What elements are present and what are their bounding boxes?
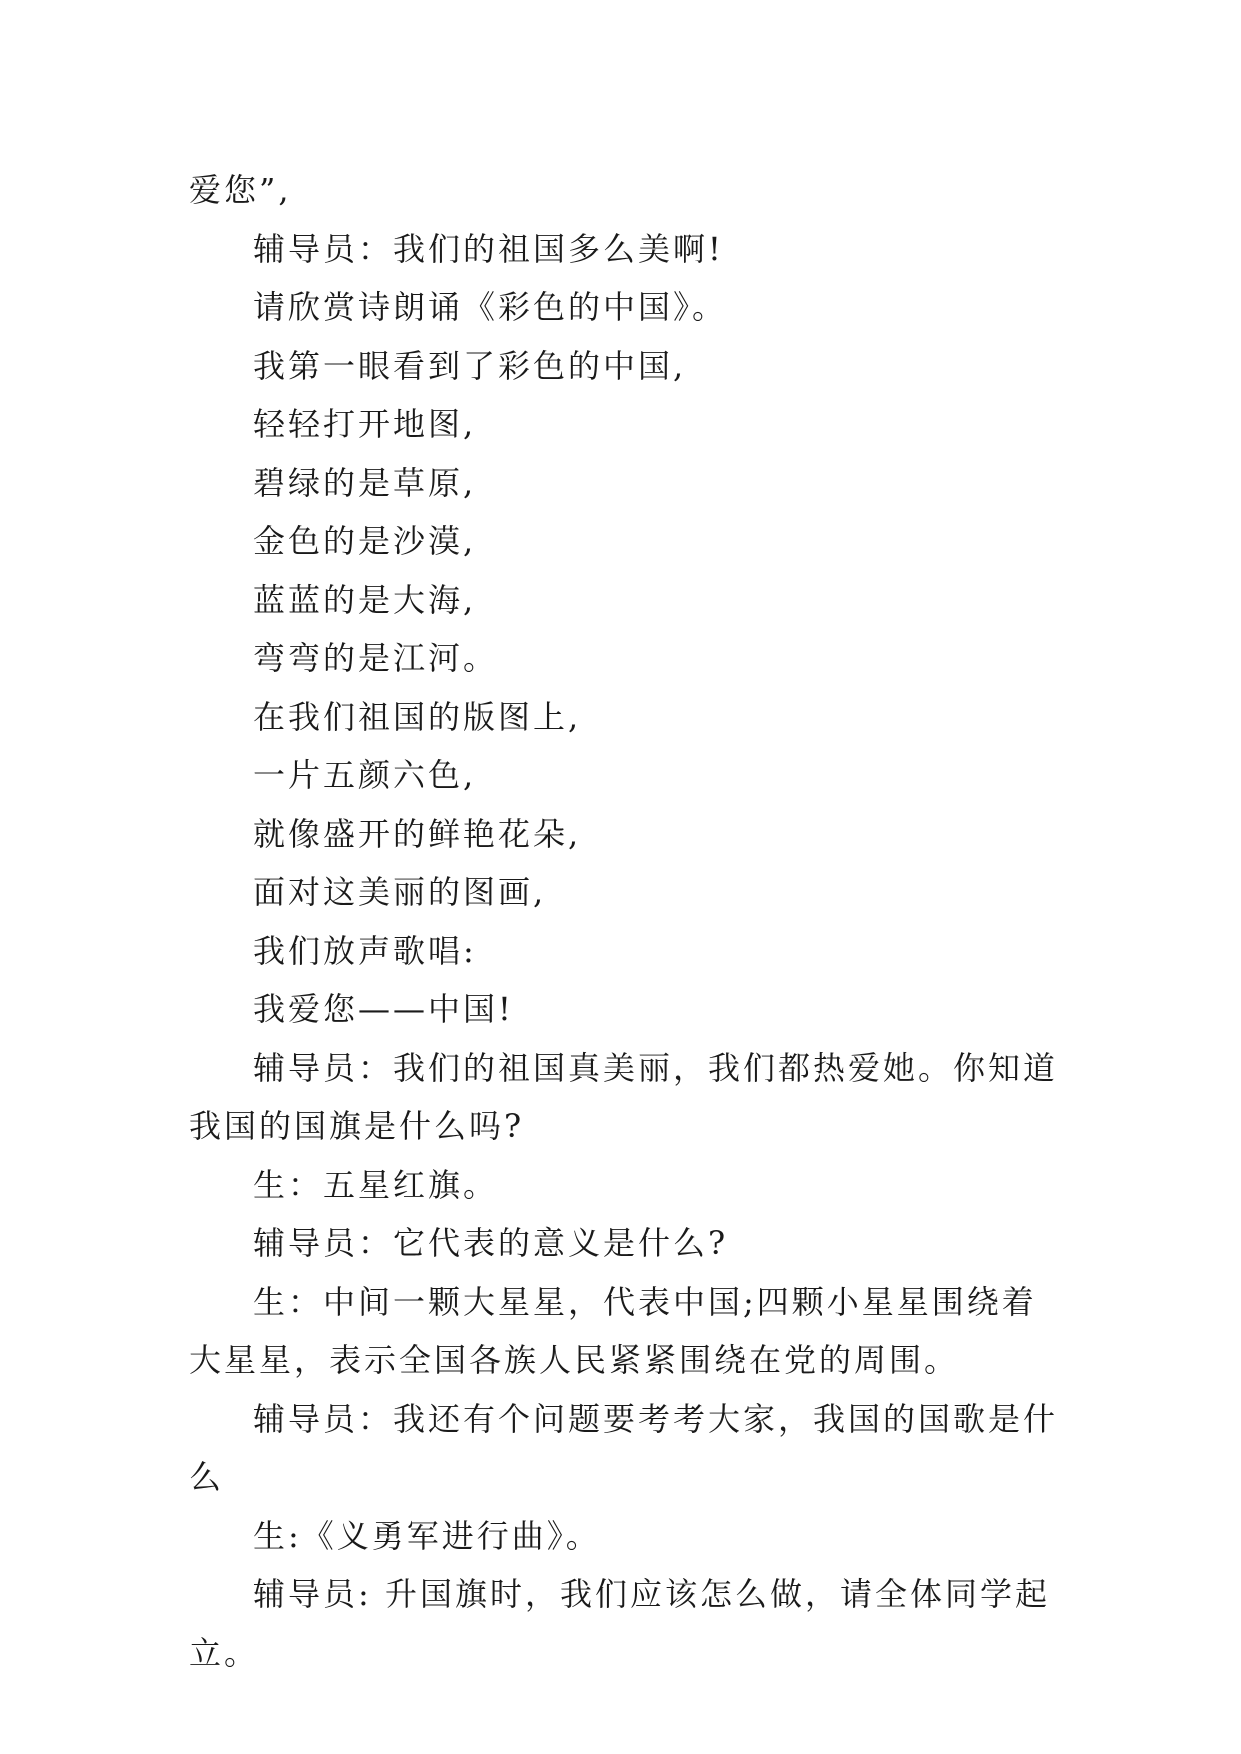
paragraph: 轻轻打开地图,: [253, 405, 477, 443]
paragraph: 我们放声歌唱:: [253, 931, 477, 970]
paragraph: 我爱您——中国!: [253, 990, 514, 1028]
paragraph: 面对这美丽的图画,: [253, 873, 547, 911]
paragraph: 在我们祖国的版图上,: [253, 697, 582, 736]
paragraph: 弯弯的是江河。: [253, 639, 499, 677]
paragraph: 我第一眼看到了彩色的中国,: [253, 346, 687, 385]
paragraph: 一片五颜六色,: [253, 756, 477, 794]
paragraph: 辅导员：它代表的意义是什么?: [253, 1224, 729, 1262]
paragraph: 辅导员：我还有个问题要考考大家，我国的国歌是什么: [189, 1399, 1059, 1496]
document-body: [189, 161, 1059, 1682]
paragraph: 请欣赏诗朗诵《彩色的中国》。: [253, 288, 728, 326]
paragraph: 蓝蓝的是大海,: [253, 580, 477, 619]
paragraph: 爱您”,: [189, 171, 292, 209]
paragraph: 生:《义勇军进行曲》。: [253, 1516, 601, 1555]
paragraph: 生：五星红旗。: [253, 1165, 499, 1204]
paragraph: 碧绿的是草原,: [253, 463, 477, 502]
paragraph: 金色的是沙漠,: [253, 522, 477, 560]
paragraph: 辅导员：我们的祖国多么美啊!: [253, 229, 724, 268]
paragraph: 就像盛开的鲜艳花朵,: [253, 814, 582, 853]
paragraph: 辅导员: 升国旗时，我们应该怎么做，请全体同学起立。: [189, 1575, 1050, 1672]
paragraph: 辅导员：我们的祖国真美丽，我们都热爱她。你知道我国的国旗是什么吗?: [189, 1048, 1059, 1145]
paragraph: 生：中间一颗大星星，代表中国;四颗小星星围绕着大星星，表示全国各族人民紧紧围绕在党的周围。: [189, 1282, 1037, 1379]
